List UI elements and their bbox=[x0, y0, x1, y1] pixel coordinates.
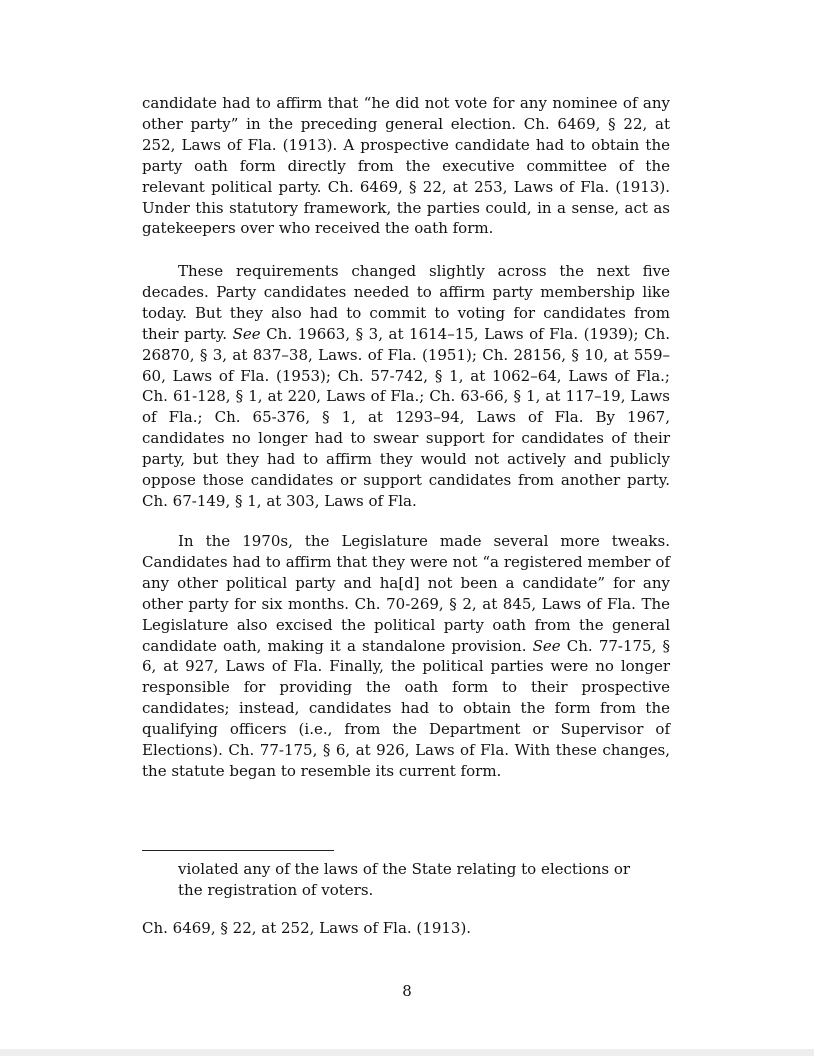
page-number: 8 bbox=[402, 982, 412, 1000]
paragraph-3-text-b: Ch. 77-175, § 6, at 927, Laws of Fla. Finally, the political parties were no longer responsible for providing the oath form to their prospective candidates; instead, candidates had to obtain the form from the qualifying officers (i.e., from the Department or Supervisor of Elections). Ch. 77-175, § 6, at 926, Laws of Fla. With these changes, the statute began to resemble its current form. bbox=[142, 636, 671, 780]
footnote-quote: violated any of the laws of the State relating to elections or the registration of voters. bbox=[178, 860, 631, 899]
paragraph-2-see-signal: See bbox=[232, 324, 261, 343]
paragraph-3-text-a: In the 1970s, the Legislature made several more tweaks. Candidates had to affirm that they were not “a registered member of any other political party and ha[d] not been a candidate” for any other party for six months. Ch. 70-269, § 2, at 845, Laws of Fla. The Legislature also excised the political party oath from the general candidate oath, making it a standalone provision. bbox=[142, 532, 670, 655]
body-paragraph-3 bbox=[142, 531, 670, 782]
footnote-citation: Ch. 6469, § 22, at 252, Laws of Fla. (1913). bbox=[142, 919, 472, 937]
viewer-bottom-edge bbox=[0, 1049, 814, 1056]
paragraph-2-text-b: Ch. 19663, § 3, at 1614–15, Laws of Fla. (1939); Ch. 26870, § 3, at 837–38, Laws. of Fla. (1951); Ch. 28156, § 10, at 559–60, Laws of Fla. (1953); Ch. 57-742, § 1, at 1062–64, Laws of Fla.; Ch. 61-128, § 1, at 220, Laws of Fla.; Ch. 63-66, § 1, at 117–19, Laws of Fla.; Ch. 65-376, § 1, at 1293–94, Laws of Fla. By 1967, candidates no longer had to swear support for candidates of their party, but they had to affirm they would not actively and publicly oppose those candidates or support candidates from another party. Ch. 67-149, § 1, at 303, Laws of Fla. bbox=[142, 324, 671, 510]
body-paragraph-1: candidate had to affirm that “he did not vote for any nominee of any other party” in the preceding general election. Ch. 6469, § 22, at 252, Laws of Fla. (1913). A prospective candidate had to obtain the party oath form directly from the executive committee of the relevant political party. Ch. 6469, § 22, at 253, Laws of Fla. (1913). Under this statutory framework, the parties could, in a sense, act as gatekeepers over who received the oath form. bbox=[142, 94, 670, 238]
paragraph-2-text-a: These requirements changed slightly across the next five decades. Party candidates needed to affirm party membership like today. But they also had to commit to voting for candidates from their party. bbox=[142, 262, 670, 343]
paragraph-3-see-signal: See bbox=[532, 636, 561, 655]
body-paragraph-2 bbox=[142, 261, 670, 512]
footnote-separator bbox=[142, 850, 334, 851]
